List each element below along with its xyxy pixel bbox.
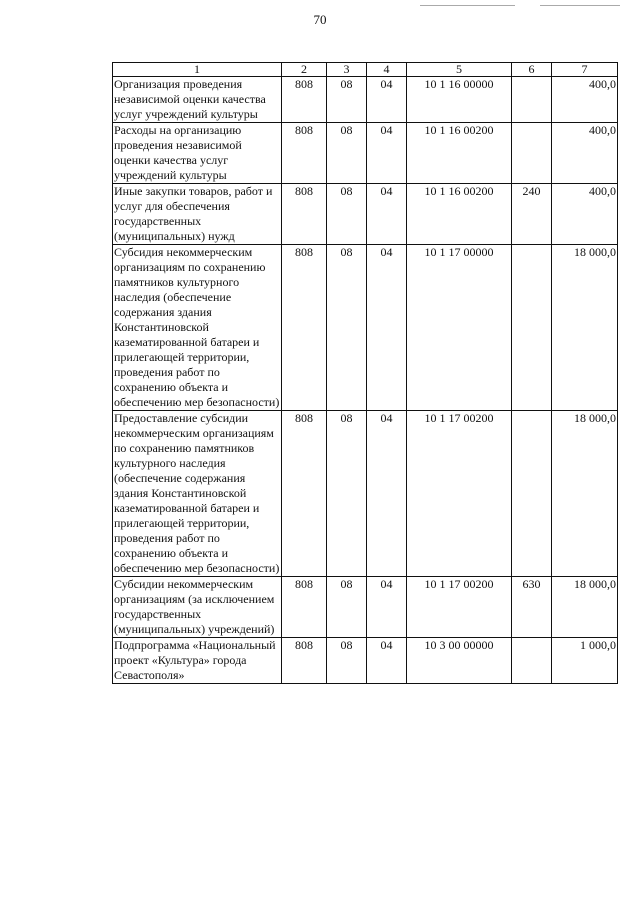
cell-expense-type <box>512 123 552 184</box>
cell-amount: 400,0 <box>552 123 618 184</box>
row-name: Расходы на организацию проведения независимой оценки качества услуг учреждений культуры <box>113 123 282 184</box>
column-header: 4 <box>367 63 407 77</box>
table-row <box>113 77 618 123</box>
cell-amount: 1 000,0 <box>552 638 618 684</box>
cell-target-article: 10 1 17 00200 <box>407 577 512 638</box>
cell-expense-type <box>512 77 552 123</box>
cell-subsection: 04 <box>367 411 407 577</box>
cell-target-article: 10 1 17 00200 <box>407 411 512 577</box>
cell-ministry-code: 808 <box>282 184 327 245</box>
table-row <box>113 638 618 684</box>
cell-amount: 18 000,0 <box>552 245 618 411</box>
column-header: 2 <box>282 63 327 77</box>
table-header-row <box>113 63 618 77</box>
cell-ministry-code: 808 <box>282 411 327 577</box>
cell-amount: 18 000,0 <box>552 577 618 638</box>
budget-table <box>112 62 618 684</box>
cell-amount: 400,0 <box>552 184 618 245</box>
cell-expense-type <box>512 411 552 577</box>
row-name: Субсидии некоммерческим организациям (за исключением государственных (муниципальных) учреждений) <box>113 577 282 638</box>
cell-section: 08 <box>327 184 367 245</box>
cell-ministry-code: 808 <box>282 638 327 684</box>
column-header: 3 <box>327 63 367 77</box>
cell-section: 08 <box>327 411 367 577</box>
cell-subsection: 04 <box>367 184 407 245</box>
cell-ministry-code: 808 <box>282 245 327 411</box>
cell-target-article: 10 1 16 00200 <box>407 123 512 184</box>
table-row <box>113 184 618 245</box>
cell-expense-type: 630 <box>512 577 552 638</box>
cell-subsection: 04 <box>367 77 407 123</box>
table-row <box>113 411 618 577</box>
cell-expense-type <box>512 638 552 684</box>
cell-amount: 18 000,0 <box>552 411 618 577</box>
cell-expense-type: 240 <box>512 184 552 245</box>
cell-expense-type <box>512 245 552 411</box>
column-header: 5 <box>407 63 512 77</box>
column-header: 7 <box>552 63 618 77</box>
cell-target-article: 10 1 16 00200 <box>407 184 512 245</box>
row-name: Иные закупки товаров, работ и услуг для обеспечения государственных (муниципальных) нужд <box>113 184 282 245</box>
cell-section: 08 <box>327 245 367 411</box>
table-row <box>113 123 618 184</box>
row-name: Организация проведения независимой оценки качества услуг учреждений культуры <box>113 77 282 123</box>
cell-ministry-code: 808 <box>282 123 327 184</box>
table-row <box>113 577 618 638</box>
cell-subsection: 04 <box>367 638 407 684</box>
scan-artifact-line <box>420 5 515 6</box>
column-header: 1 <box>113 63 282 77</box>
row-name: Подпрограмма «Национальный проект «Культура» города Севастополя» <box>113 638 282 684</box>
cell-target-article: 10 3 00 00000 <box>407 638 512 684</box>
row-name: Предоставление субсидии некоммерческим организациям по сохранению памятников культурного наследия (обеспечение содержания здания Константиновской казематированной батареи и прилегающей территории, проведения работ по сохранению объекта и обеспечению мер безопасности) <box>113 411 282 577</box>
cell-target-article: 10 1 17 00000 <box>407 245 512 411</box>
cell-target-article: 10 1 16 00000 <box>407 77 512 123</box>
cell-subsection: 04 <box>367 123 407 184</box>
scan-artifact-line <box>540 5 620 6</box>
cell-ministry-code: 808 <box>282 577 327 638</box>
column-header: 6 <box>512 63 552 77</box>
table-row <box>113 245 618 411</box>
page-number: 70 <box>313 12 327 27</box>
cell-subsection: 04 <box>367 577 407 638</box>
cell-amount: 400,0 <box>552 77 618 123</box>
row-name: Субсидия некоммерческим организациям по сохранению памятников культурного наследия (обеспечение содержания здания Константиновской казематированной батареи и прилегающей территории, проведения работ по сохранению объекта и обеспечению мер безопасности) <box>113 245 282 411</box>
cell-subsection: 04 <box>367 245 407 411</box>
cell-section: 08 <box>327 577 367 638</box>
cell-ministry-code: 808 <box>282 77 327 123</box>
cell-section: 08 <box>327 638 367 684</box>
cell-section: 08 <box>327 77 367 123</box>
cell-section: 08 <box>327 123 367 184</box>
